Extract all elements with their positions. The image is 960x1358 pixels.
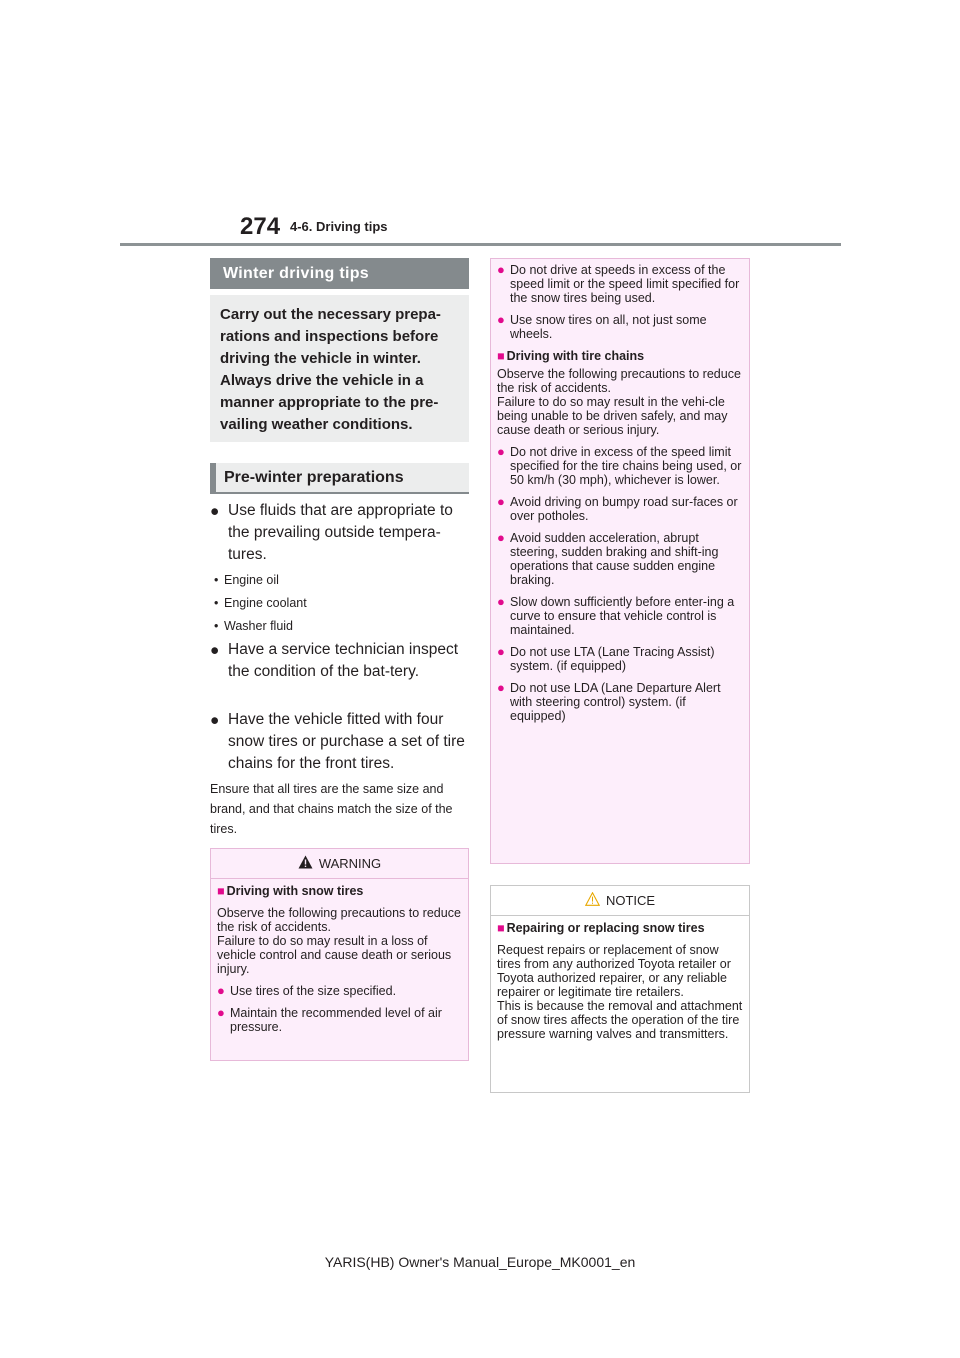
warning-header xyxy=(211,849,468,879)
bullet-icon: • xyxy=(214,596,219,610)
list-item: ● Maintain the recommended level of air pressure. xyxy=(217,1005,442,1034)
list-item: ● Avoid sudden acceleration, abrupt steering, sudden braking and shift-ing operations that cause sudden engine braking. xyxy=(497,530,719,587)
list-item: ● Slow down sufficiently before enter-ing a curve to ensure that vehicle control is maintained. xyxy=(497,594,735,637)
caution-triangle-icon xyxy=(585,887,600,916)
warning-text: Observe the following precautions to reduce the risk of accidents. Failure to do so may result in a loss of vehicle control and cause death or serious injury. xyxy=(217,906,461,976)
square-bullet-icon: ■ xyxy=(497,349,505,363)
bullet-text: Have the vehicle fitted with four snow tires or purchase a set of tire chains for the front tires. xyxy=(228,711,465,772)
bullet-icon: ● xyxy=(210,642,220,659)
lead-line: manner appropriate to the pre- xyxy=(220,394,439,411)
bullet-icon: • xyxy=(214,573,219,587)
bullet-icon: ● xyxy=(497,494,505,509)
warning-box-continued xyxy=(490,258,750,864)
header-divider xyxy=(120,243,841,246)
bullet-icon: ● xyxy=(210,712,220,729)
warning-title: WARNING xyxy=(318,856,382,871)
warning-text: Observe the following precautions to reduce the risk of accidents. Failure to do so may result in the vehi-cle being unable to be driven safely, and may cause death or serious injury. xyxy=(497,367,741,437)
section-title: 4-6. Driving tips xyxy=(290,219,388,234)
lead-line: vailing weather conditions. xyxy=(220,416,413,433)
square-bullet-icon: ■ xyxy=(217,884,225,898)
list-item: ● Use snow tires on all, not just some wheels. xyxy=(497,312,707,341)
bullet-icon: ● xyxy=(497,530,505,545)
subheading-pre-winter: Pre-winter preparations xyxy=(210,463,469,494)
notice-box xyxy=(490,885,750,1093)
notice-title: NOTICE xyxy=(605,893,656,908)
tire-note: Ensure that all tires are the same size and brand, and that chains match the size of the tires. xyxy=(210,782,453,836)
bullet-battery xyxy=(210,639,469,683)
footer-manual-id: YARIS(HB) Owner's Manual_Europe_MK0001_en xyxy=(324,1254,636,1270)
bullet-icon: ● xyxy=(497,680,505,695)
warning-subtitle: ■ Driving with tire chains xyxy=(497,349,645,363)
list-item: ● Use tires of the size specified. xyxy=(217,983,397,998)
bullet-icon: ● xyxy=(497,644,505,659)
bullet-text: Have a service technician inspect the condition of the bat-tery. xyxy=(228,641,459,680)
bullet-icon: ● xyxy=(497,312,505,327)
bullet-text: Use fluids that are appropriate to the prevailing outside tempera-tures. xyxy=(228,502,453,563)
bullet-icon: ● xyxy=(497,262,505,277)
warning-box xyxy=(210,848,469,1061)
warning-subtitle: ■ Driving with snow tires xyxy=(217,884,364,898)
section-heading: Winter driving tips xyxy=(210,258,469,289)
bullet-icon: ● xyxy=(497,594,505,609)
list-item: • Engine coolant xyxy=(214,596,307,610)
bullet-icon: ● xyxy=(217,1005,225,1020)
square-bullet-icon: ■ xyxy=(497,921,505,935)
bullet-icon: ● xyxy=(210,503,220,520)
bullet-icon: ● xyxy=(217,983,225,998)
list-item: • Washer fluid xyxy=(214,619,294,633)
list-item: ● Do not drive at speeds in excess of the speed limit or the speed limit specified for the snow tires being used. xyxy=(497,262,740,305)
notice-subtitle: ■ Repairing or replacing snow tires xyxy=(497,921,705,935)
page-number: 274 xyxy=(240,213,281,240)
list-item: ● Avoid driving on bumpy road sur-faces or over potholes. xyxy=(497,494,738,523)
notice-text: Request repairs or replacement of snow tires from any authorized Toyota retailer or Toyota authorized repairer, or any reliable repairer or legitimate tire retailers. This is because the removal and attachment of snow tires affects the operation of the tire pressure warning valves and transmitters. xyxy=(497,943,743,1041)
bullet-fluids xyxy=(210,500,469,566)
bullet-icon: • xyxy=(214,619,219,633)
lead-box xyxy=(210,295,469,442)
lead-line: rations and inspections before xyxy=(220,328,439,345)
list-item: • Engine oil xyxy=(214,573,279,587)
list-item: ● Do not drive in excess of the speed limit specified for the tire chains being used, or 50 km/h (30 mph), whichever is lower. xyxy=(497,444,742,487)
list-item: ● Do not use LTA (Lane Tracing Assist) system. (if equipped) xyxy=(497,644,715,673)
list-item: ● Do not use LDA (Lane Departure Alert with steering control) system. (if equipped) xyxy=(497,680,721,723)
notice-header xyxy=(491,886,749,916)
bullet-tires xyxy=(210,709,469,775)
warning-triangle-icon xyxy=(298,850,313,879)
bullet-icon: ● xyxy=(497,444,505,459)
lead-line: Carry out the necessary prepa- xyxy=(220,306,441,323)
lead-line: driving the vehicle in winter. xyxy=(220,350,421,367)
lead-line: Always drive the vehicle in a xyxy=(220,372,424,389)
